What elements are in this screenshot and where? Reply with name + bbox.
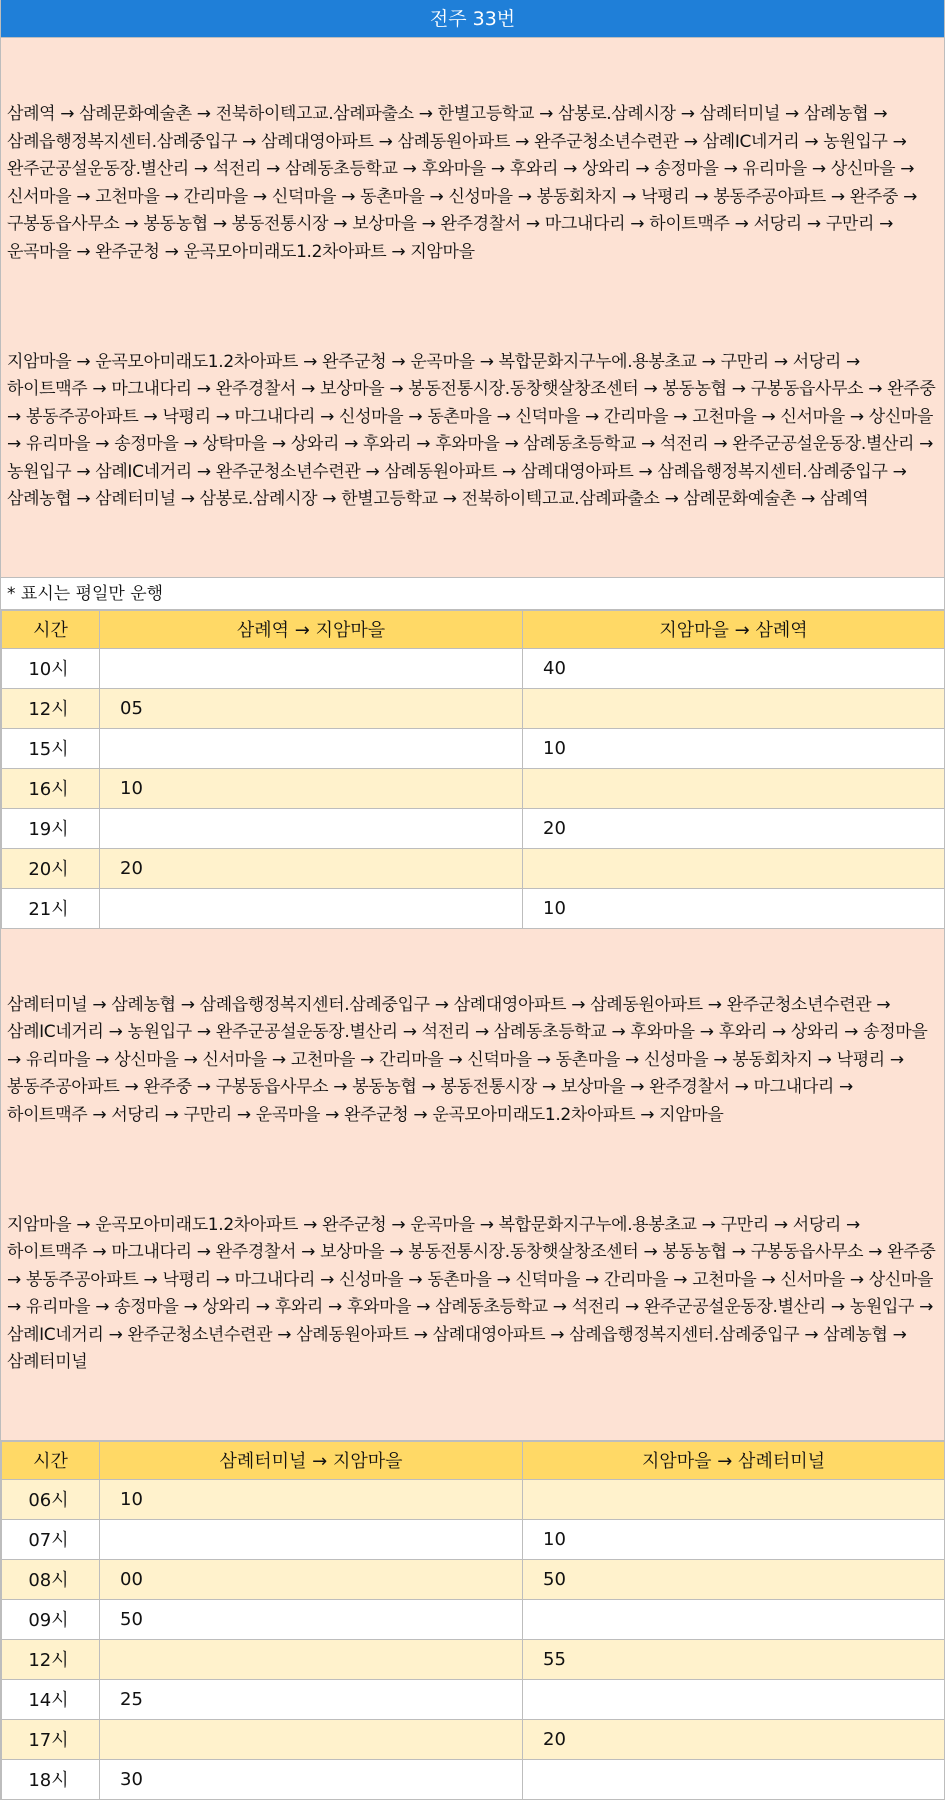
outbound-minute-cell: 10 [100, 1479, 523, 1519]
return-minute-cell: 10 [523, 888, 945, 928]
return-minute-cell: 50 [523, 1559, 945, 1599]
table-row [2, 808, 945, 848]
table-row [2, 1759, 945, 1799]
route-description-2 [1, 929, 944, 1441]
route-outbound-text: 삼례터미널 → 삼례농협 → 삼례읍행정복지센터.삼례중입구 → 삼례대영아파트 → 삼례동원아파트 → 완주군청소년수련관 → 삼례IC네거리 → 농원입구 → 완주군공설운동장.별산리 → 석전리 → 삼례동초등학교 → 후와마을 → 후와리 → 상와리 → 송정마을 → 유리마을 → 상신마을 → 신서마을 → 고천마을 → 간리마을 → 신덕마을 → 동촌마을 → 신성마을 → 봉동회차지 → 낙평리 → 봉동주공아파트 → 완주중 → 구봉동읍사무소 → 봉동농협 → 봉동전통시장 → 보상마을 → 완주경찰서 → 마그내다리 → 하이트맥주 → 서당리 → 구만리 → 운곡마을 → 완주군청 → 운곡모아미래도1.2차아파트 → 지암마을 [7, 994, 933, 1125]
table-row [2, 1479, 945, 1519]
outbound-minute-cell [100, 888, 523, 928]
outbound-minute-cell [100, 648, 523, 688]
hour-cell: 15시 [2, 728, 100, 768]
return-minute-cell: 10 [523, 1519, 945, 1559]
table-row [2, 1599, 945, 1639]
outbound-minute-cell: 05 [100, 688, 523, 728]
hour-cell: 07시 [2, 1519, 100, 1559]
hour-cell: 09시 [2, 1599, 100, 1639]
route-outbound-text: 삼례역 → 삼례문화예술촌 → 전북하이텍고교.삼례파출소 → 한별고등학교 → 삼봉로.삼례시장 → 삼례터미널 → 삼례농협 → 삼례읍행정복지센터.삼례중입구 → 삼례대영아파트 → 삼례동원아파트 → 완주군청소년수련관 → 삼례IC네거리 → 농원입구 → 완주군공설운동장.별산리 → 석전리 → 삼례동초등학교 → 후와마을 → 후와리 → 상와리 → 송정마을 → 유리마을 → 상신마을 → 신서마을 → 고천마을 → 간리마을 → 신덕마을 → 동촌마을 → 신성마을 → 봉동회차지 → 낙평리 → 봉동주공아파트 → 완주중 → 구봉동읍사무소 → 봉동농협 → 봉동전통시장 → 보상마을 → 완주경찰서 → 마그내다리 → 하이트맥주 → 서당리 → 구만리 → 운곡마을 → 완주군청 → 운곡모아미래도1.2차아파트 → 지암마을 [7, 104, 923, 262]
return-minute-cell [523, 1599, 945, 1639]
table-header-row [2, 1441, 945, 1479]
table-row [2, 888, 945, 928]
hour-cell: 12시 [2, 688, 100, 728]
page-title: 전주 33번 [1, 0, 944, 38]
outbound-minute-cell [100, 1719, 523, 1759]
header-outbound: 삼례역 → 지암마을 [100, 610, 523, 648]
return-minute-cell [523, 1759, 945, 1799]
outbound-minute-cell: 25 [100, 1679, 523, 1719]
hour-cell: 17시 [2, 1719, 100, 1759]
return-minute-cell [523, 1479, 945, 1519]
outbound-minute-cell: 20 [100, 848, 523, 888]
table-header-row [2, 610, 945, 648]
outbound-minute-cell: 50 [100, 1599, 523, 1639]
return-minute-cell: 40 [523, 648, 945, 688]
outbound-minute-cell [100, 728, 523, 768]
route-return-text: 지암마을 → 운곡모아미래도1.2차아파트 → 완주군청 → 운곡마을 → 복합문화지구누에.용봉초교 → 구만리 → 서당리 → 하이트맥주 → 마그내다리 → 완주경찰서 → 보상마을 → 봉동전통시장.동창햇살창조센터 → 봉동농협 → 구봉동읍사무소 → 완주중 → 봉동주공아파트 → 낙평리 → 마그내다리 → 신성마을 → 동촌마을 → 신덕마을 → 간리마을 → 고천마을 → 신서마을 → 상신마을 → 유리마을 → 송정마을 → 상와리 → 후와리 → 후와마을 → 삼례동초등학교 → 석전리 → 완주군공설운동장.별산리 → 농원입구 → 삼례IC네거리 → 완주군청소년수련관 → 삼례동원아파트 → 삼례대영아파트 → 삼례읍행정복지센터.삼례중입구 → 삼례농협 → 삼례터미널 [7, 1214, 941, 1372]
header-hour: 시간 [2, 1441, 100, 1479]
table-row [2, 1639, 945, 1679]
hour-cell: 10시 [2, 648, 100, 688]
hour-cell: 20시 [2, 848, 100, 888]
table-row [2, 768, 945, 808]
table-row [2, 728, 945, 768]
header-return: 지암마을 → 삼례역 [523, 610, 945, 648]
header-hour: 시간 [2, 610, 100, 648]
hour-cell: 14시 [2, 1679, 100, 1719]
header-return: 지암마을 → 삼례터미널 [523, 1441, 945, 1479]
weekday-note: * 표시는 평일만 운행 [1, 578, 944, 610]
table-row [2, 648, 945, 688]
table-row [2, 1719, 945, 1759]
return-minute-cell: 55 [523, 1639, 945, 1679]
return-minute-cell: 20 [523, 1719, 945, 1759]
table-row [2, 1519, 945, 1559]
outbound-minute-cell: 10 [100, 768, 523, 808]
return-minute-cell [523, 688, 945, 728]
hour-cell: 18시 [2, 1759, 100, 1799]
table-row [2, 848, 945, 888]
return-minute-cell [523, 1679, 945, 1719]
hour-cell: 19시 [2, 808, 100, 848]
schedule-table-2 [1, 1441, 945, 1800]
return-minute-cell: 20 [523, 808, 945, 848]
table-row [2, 1559, 945, 1599]
table-row [2, 688, 945, 728]
outbound-minute-cell: 30 [100, 1759, 523, 1799]
header-outbound: 삼례터미널 → 지암마을 [100, 1441, 523, 1479]
route-return-text: 지암마을 → 운곡모아미래도1.2차아파트 → 완주군청 → 운곡마을 → 복합문화지구누에.용봉초교 → 구만리 → 서당리 → 하이트맥주 → 마그내다리 → 완주경찰서 → 보상마을 → 봉동전통시장.동창햇살창조센터 → 봉동농협 → 구봉동읍사무소 → 완주중 → 봉동주공아파트 → 낙평리 → 마그내다리 → 신성마을 → 동촌마을 → 신덕마을 → 간리마을 → 고천마을 → 신서마을 → 상신마을 → 유리마을 → 송정마을 → 상탁마을 → 상와리 → 후와리 → 후와마을 → 삼례동초등학교 → 석전리 → 완주군공설운동장.별산리 → 농원입구 → 삼례IC네거리 → 완주군청소년수련관 → 삼례동원아파트 → 삼례대영아파트 → 삼례읍행정복지센터.삼례중입구 → 삼례농협 → 삼례터미널 → 삼봉로.삼례시장 → 한별고등학교 → 전북하이텍고교.삼례파출소 → 삼례문화예술촌 → 삼례역 [7, 351, 941, 509]
table-row [2, 1679, 945, 1719]
return-minute-cell [523, 768, 945, 808]
route-description-1 [1, 38, 944, 578]
outbound-minute-cell [100, 1639, 523, 1679]
hour-cell: 12시 [2, 1639, 100, 1679]
outbound-minute-cell [100, 808, 523, 848]
hour-cell: 08시 [2, 1559, 100, 1599]
return-minute-cell [523, 848, 945, 888]
return-minute-cell: 10 [523, 728, 945, 768]
hour-cell: 21시 [2, 888, 100, 928]
hour-cell: 16시 [2, 768, 100, 808]
hour-cell: 06시 [2, 1479, 100, 1519]
schedule-table-1 [1, 610, 945, 929]
outbound-minute-cell [100, 1519, 523, 1559]
outbound-minute-cell: 00 [100, 1559, 523, 1599]
